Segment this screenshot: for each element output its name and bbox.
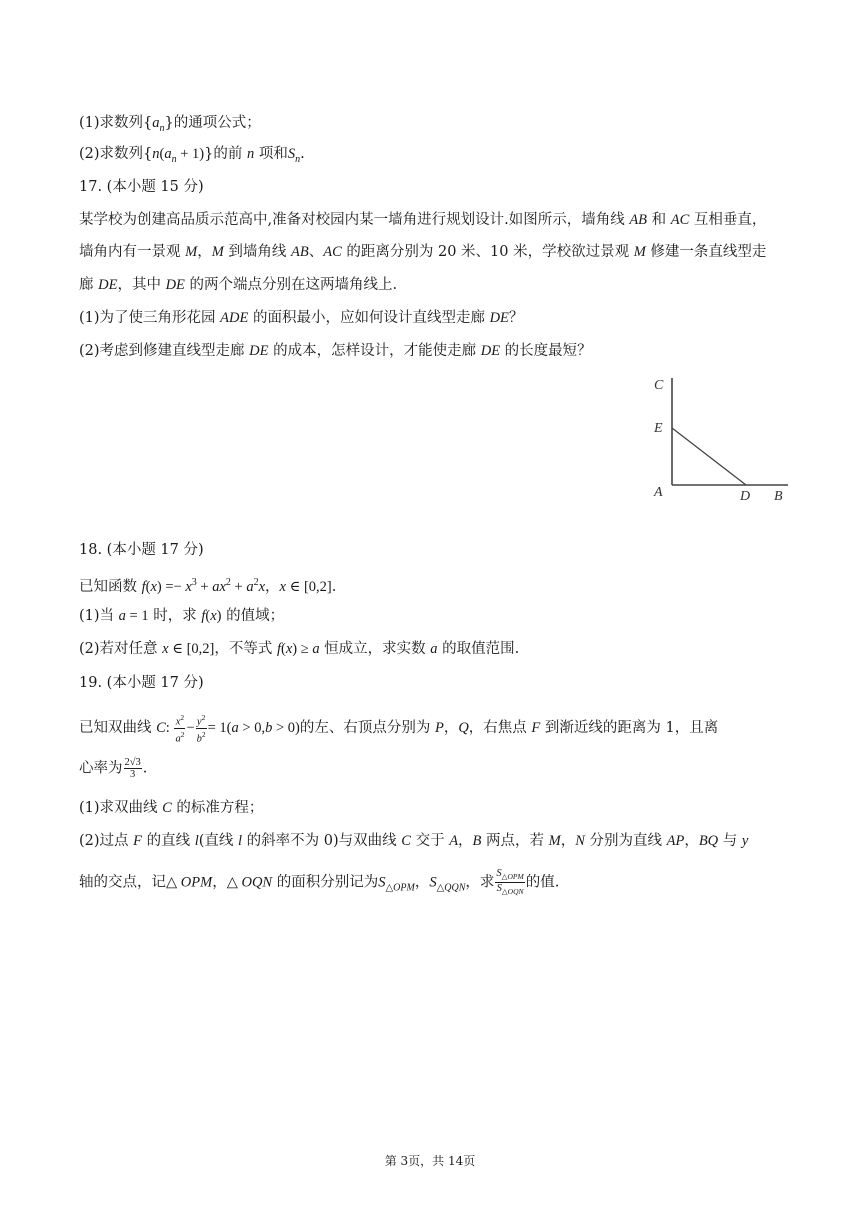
wall-corner-figure [640, 372, 800, 504]
problem18-question1: (1)当 a = 1 时，求 f(x) 的值域； [79, 608, 285, 624]
problem19-question1: (1)求双曲线 C 的标准方程； [79, 800, 264, 816]
figure-label-d: D [740, 489, 751, 504]
problem19-intro: 已知双曲线 C: $\frac{x^2}{a^2}$ − $\frac{y^2}{b^2}$ = 1(a > 0,b > 0)的左、右顶点分别为 P，Q，右焦点 F 到渐近线的距离为 1，且离 [79, 713, 719, 744]
problem16-part1: (1)求数列$\{a_n\}$的通项公式； [79, 115, 261, 134]
problem17-header: 17. (本小题 15 分) [79, 179, 204, 195]
problem17-intro-line1: 某学校为创建高品质示范高中,准备对校园内某一墙角进行规划设计.如图所示，墙角线 AB 和 AC 互相垂直， [79, 212, 767, 228]
problem17-question2: (2)考虑到修建直线型走廊 DE 的成本，怎样设计，才能使走廊 DE 的长度最短？ [79, 343, 592, 359]
figure-label-b: B [774, 489, 783, 504]
corridor-line-de [672, 428, 746, 485]
problem17-question1: (1)为了使三角形花园 ADE 的面积最小，应如何设计直线型走廊 DE？ [79, 310, 524, 326]
problem19-header: 19. (本小题 17 分) [79, 675, 204, 691]
problem17-intro-line2: 墙角内有一景观 M，M 到墙角线 AB、AC 的距离分别为 20 米、10 米，学校欲过景观 M 修建一条直线型走 [79, 244, 767, 260]
problem19-eccentricity: 心率为 $\frac{2√3}{3}$ . [79, 757, 148, 780]
figure-label-a: A [654, 485, 663, 500]
page-footer: 第 3页，共 14页 [384, 1154, 476, 1168]
figure-label-e: E [654, 421, 663, 436]
problem17-intro-line3: 廊 DE，其中 DE 的两个端点分别在这两墙角线上. [79, 277, 398, 293]
problem18-intro: 已知函数 $f(x) =- x^3 + ax^2 + a^2x$，x ∈ [0,2]. [79, 577, 337, 595]
problem19-question2-line1: (2)过点 F 的直线 l(直线 l 的斜率不为 0)与双曲线 C 交于 A，B 两点，若 M，N 分别为直线 AP，BQ 与 y [79, 833, 749, 849]
problem16-part2: (2)求数列$\{n(a_n + 1)\}$的前 n 项和$S_n$. [79, 146, 305, 165]
problem18-header: 18. (本小题 17 分) [79, 542, 204, 558]
figure-label-c: C [654, 378, 664, 393]
problem18-question2: (2)若对任意 x ∈ [0,2]，不等式 f(x) ≥ a 恒成立，求实数 a 的取值范围. [79, 641, 520, 657]
problem19-question2-line2: 轴的交点，记△ OPM，△ OQN 的面积分别记为$S_{\triangle OPM}$，$S_{\triangle QQN}$，求 $\frac{S_{\triangle OPM}}{S_{\triangle OQN}}$ 的值. [79, 868, 560, 897]
